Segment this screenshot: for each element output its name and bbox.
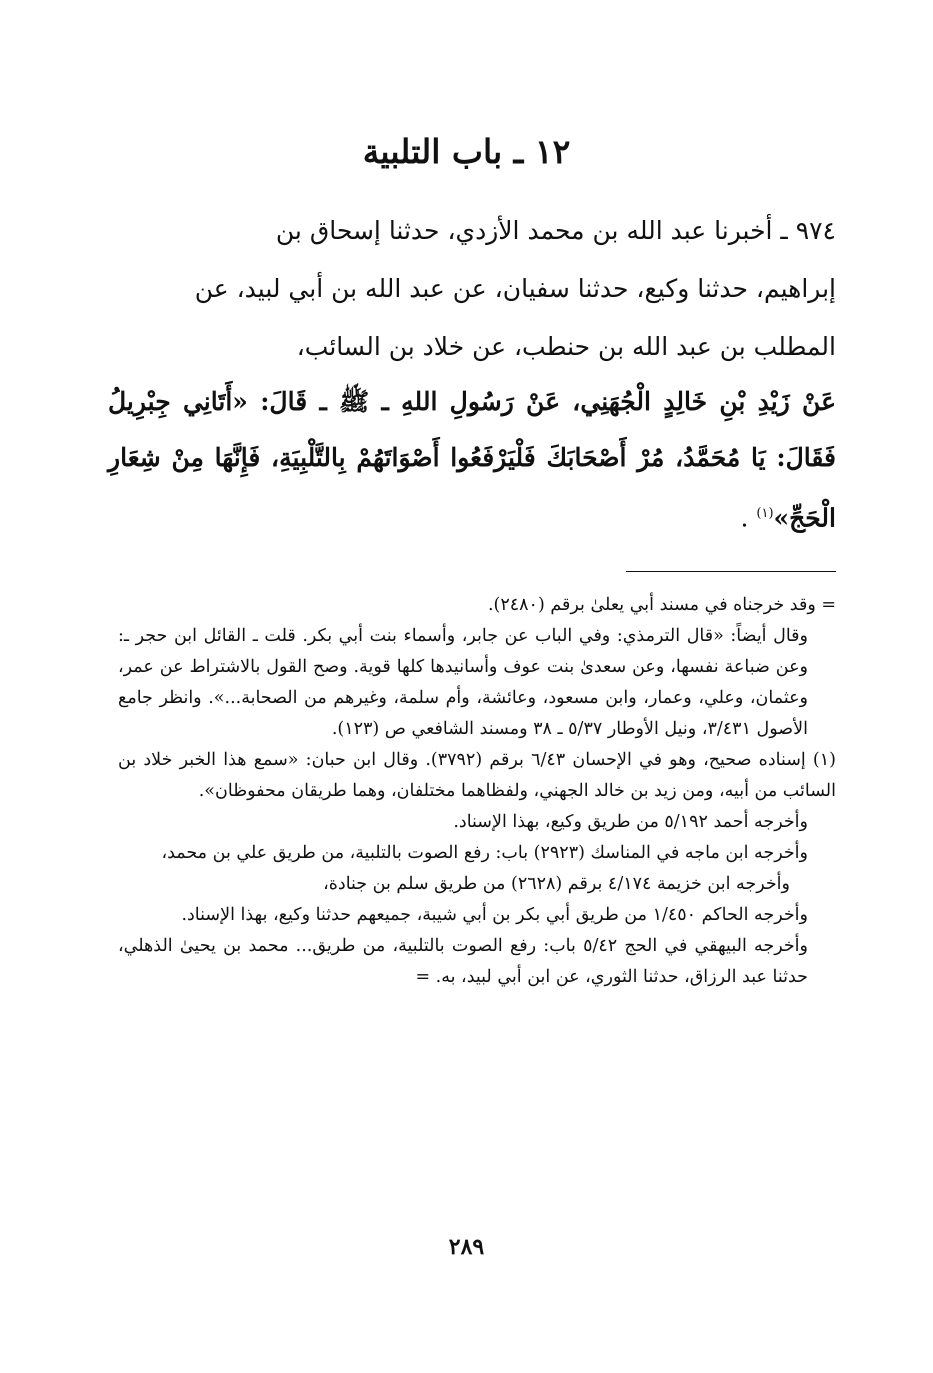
hadith-text	[108, 374, 836, 546]
footnote-reference: (١)	[756, 506, 774, 521]
hadith-quote: «أَتَانِي جِبْرِيلُ فَقَالَ: يَا مُحَمَّدُ، مُرْ أَصْحَابَكَ فَلْيَرْفَعُوا أَصْوَاتَهُمْ بِالتَّلْبِيَةِ، فَإِنَّهَا مِنْ شِعَارِ الْحَجِّ»	[108, 387, 836, 533]
footnote-paragraph: وأخرجه البيهقي في الحج ٥/٤٢ باب: رفع الصوت بالتلبية، من طريق... محمد بن يحيىٰ الذهلي، حدثنا عبد الرزاق، حدثنا الثوري، عن ابن أبي لبيد، به. =	[118, 936, 808, 987]
footnote-paragraph: وأخرجه ابن خزيمة ٤/١٧٤ برقم (٢٦٢٨) من طريق سلم بن جنادة،	[323, 874, 790, 894]
footnote-continuation: = وقد خرجناه في مسند أبي يعلىٰ برقم (٢٤٨٠).	[487, 595, 836, 615]
footnote-separator	[626, 571, 836, 572]
hadith-paragraph	[108, 374, 836, 546]
isnad-line: ٩٧٤ ـ أخبرنا عبد الله بن محمد الأزدي، حدثنا إسحاق بن	[275, 216, 836, 245]
chapter-title: ١٢ ـ باب التلبية	[362, 132, 571, 171]
footnote-paragraph: وأخرجه ابن ماجه في المناسك (٢٩٢٣) باب: رفع الصوت بالتلبية، من طريق علي بن محمد،	[161, 843, 808, 863]
isnad-line: إبراهيم، حدثنا وكيع، حدثنا سفيان، عن عبد الله بن أبي لبيد، عن	[194, 274, 836, 303]
footnotes	[118, 590, 836, 993]
hadith-end: .	[740, 503, 757, 533]
footnote-paragraph: وقال أيضاً: «قال الترمذي: وفي الباب عن جابر، وأسماء بنت أبي بكر. قلت ـ القائل ابن حجر ـ: وعن ضباعة نفسها، وعن سعدىٰ بنت عوف وأسانيدها كلها قوية. وصح القول بالاشتراط عن عمر، وعثمان، وعلي، وعمار، وابن مسعود، وعائشة، وأم سلمة، وغيرهم من الصحابة...». وانظر جامع الأصول ٣/٤٣١، ونيل الأوطار ٥/٣٧ ـ ٣٨ ومسند الشافعي ص (١٢٣).	[118, 626, 808, 739]
footnote-1: (١) إسناده صحيح، وهو في الإحسان ٦/٤٣ برقم (٣٧٩٢). وقال ابن حبان: «سمع هذا الخبر خلاد بن السائب من أبيه، ومن زيد بن خالد الجهني، ولفظاهما مختلفان، وهما طريقان محفوظان».	[118, 750, 836, 801]
hadith-intro: عَنْ زَيْدِ بْنِ خَالِدٍ الْجُهَنِي، عَنْ رَسُولِ اللهِ ـ ﷺ ـ قَالَ:	[247, 387, 837, 416]
footnote-paragraph: وأخرجه الحاكم ١/٤٥٠ من طريق أبي بكر بن أبي شيبة، جميعهم حدثنا وكيع، بهذا الإسناد.	[181, 905, 808, 925]
isnad-line: المطلب بن عبد الله بن حنطب، عن خلاد بن السائب،	[296, 332, 836, 361]
footnote-paragraph: وأخرجه أحمد ٥/١٩٢ من طريق وكيع، بهذا الإسناد.	[453, 812, 808, 832]
page-number: ٢٨٩	[448, 1234, 485, 1260]
isnad-text	[108, 202, 836, 376]
